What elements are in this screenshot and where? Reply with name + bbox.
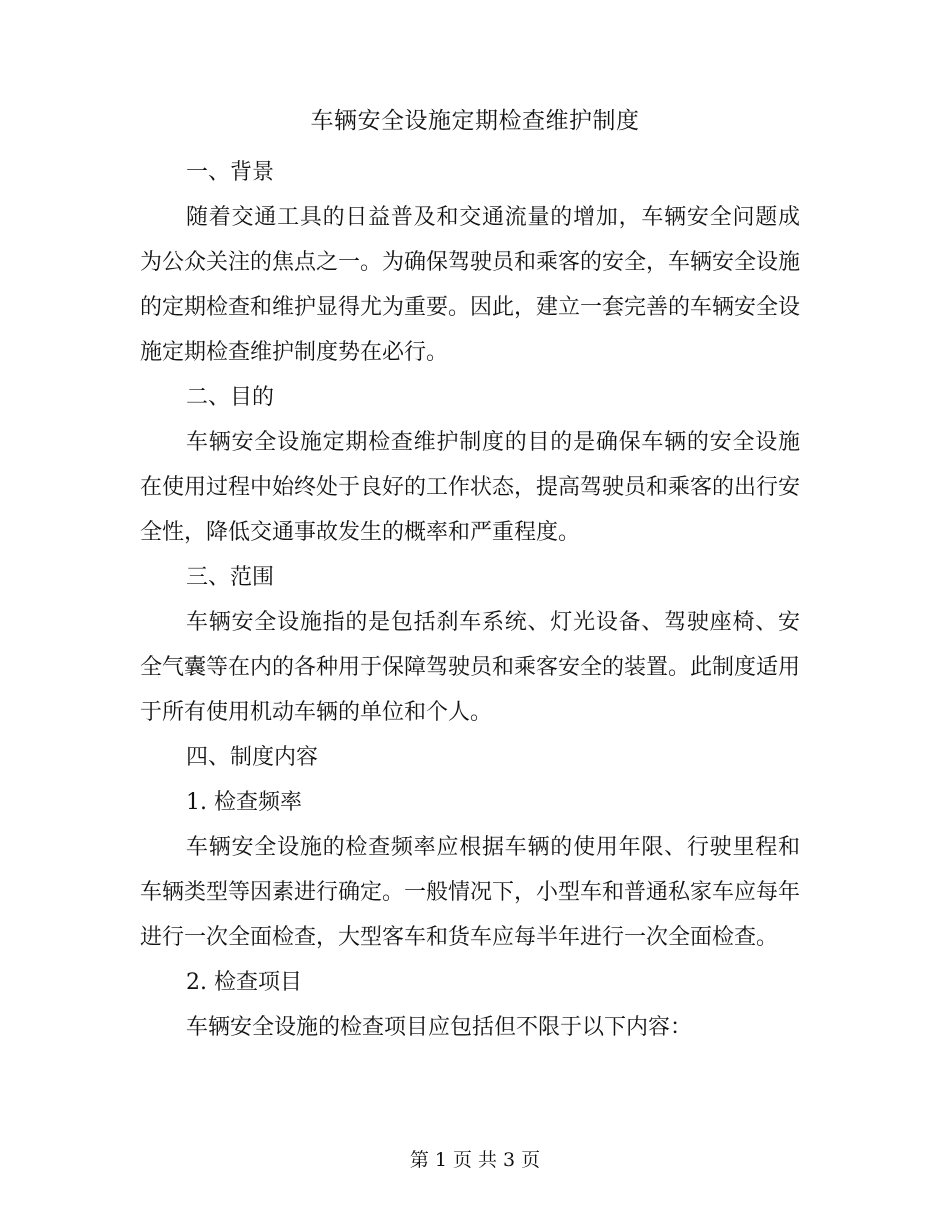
section-heading-content: 四、制度内容 [186, 745, 319, 770]
paragraph-scope: 车辆安全设施指的是包括刹车系统、灯光设备、驾驶座椅、安全气囊等在内的各种用于保障驾驶员和乘客安全的装置。此制度适用于所有使用机动车辆的单位和个人。 [140, 610, 801, 725]
document-title: 车辆安全设施定期检查维护制度 [310, 108, 640, 134]
document-body [140, 150, 800, 1050]
paragraph-purpose: 车辆安全设施定期检查维护制度的目的是确保车辆的安全设施在使用过程中始终处于良好的工作状态，提高驾驶员和乘客的出行安全性，降低交通事故发生的概率和严重程度。 [140, 430, 801, 545]
subheading-inspection-items: 2. 检查项目 [186, 970, 302, 995]
paragraph-inspection-items: 车辆安全设施的检查项目应包括但不限于以下内容： [186, 1015, 693, 1040]
paragraph-background: 随着交通工具的日益普及和交通流量的增加，车辆安全问题成为公众关注的焦点之一。为确保驾驶员和乘客的安全，车辆安全设施的定期检查和维护显得尤为重要。因此，建立一套完善的车辆安全设施定期检查维护制度势在必行。 [140, 205, 801, 365]
page-footer: 第 1 页 共 3 页 [409, 1149, 541, 1171]
section-heading-background: 一、背景 [186, 160, 275, 185]
section-heading-scope: 三、范围 [186, 565, 275, 590]
paragraph-inspection-frequency: 车辆安全设施的检查频率应根据车辆的使用年限、行驶里程和车辆类型等因素进行确定。一般情况下，小型车和普通私家车应每年进行一次全面检查，大型客车和货车应每半年进行一次全面检查。 [140, 835, 801, 950]
section-heading-purpose: 二、目的 [186, 385, 275, 410]
subheading-inspection-frequency: 1. 检查频率 [186, 790, 302, 815]
